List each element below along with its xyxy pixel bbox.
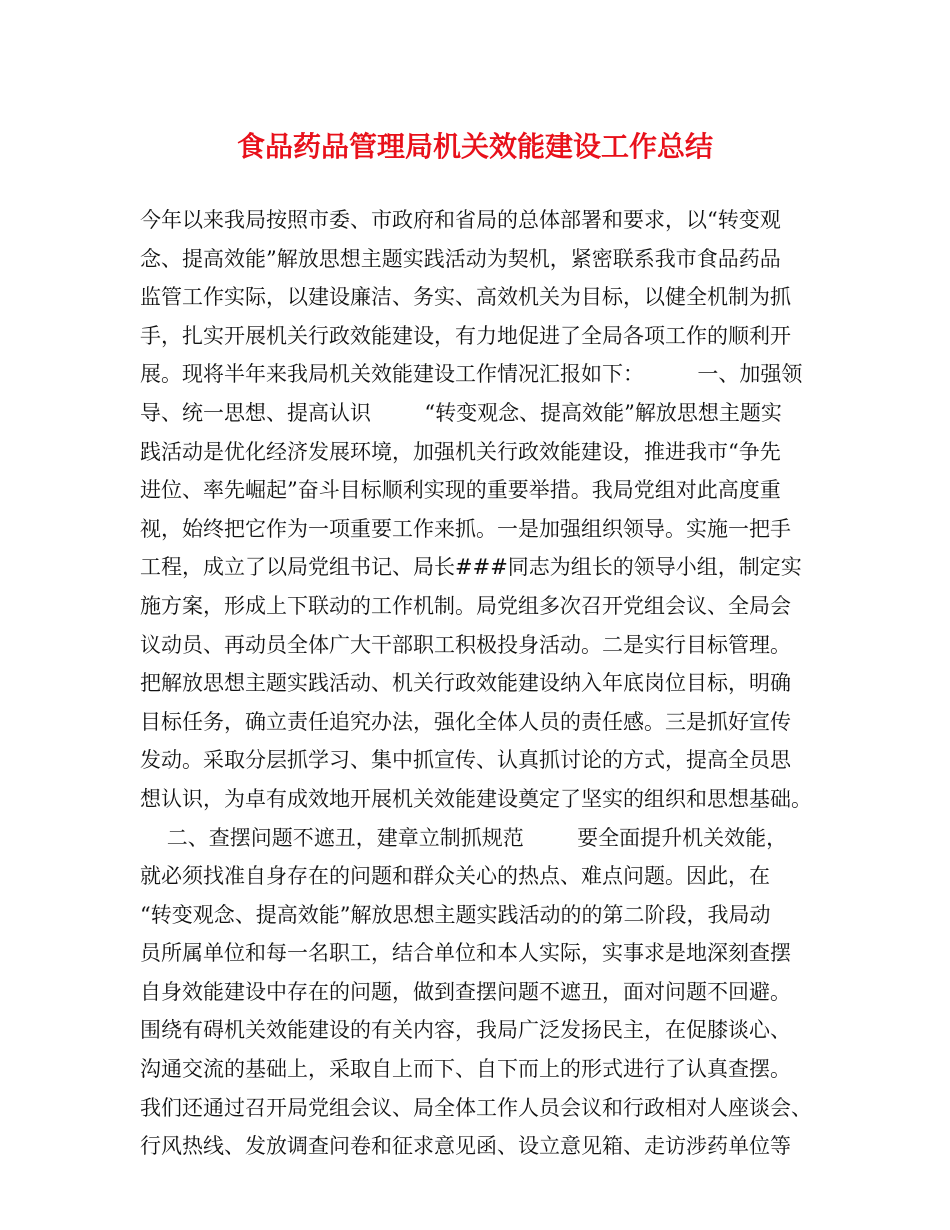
body-line: 进位、率先崛起”奋斗目标顺利实现的重要举措。我局党组对此高度重 bbox=[140, 478, 781, 503]
body-line: 工程，成立了以局党组书记、局长###同志为组长的领导小组，制定实 bbox=[140, 555, 802, 580]
body-line: 视，始终把它作为一项重要工作来抓。一是加强组织领导。实施一把手 bbox=[140, 516, 791, 541]
body-line: 导、统一思想、提高认识 “转变观念、提高效能”解放思想主题实 bbox=[140, 400, 782, 425]
body-line: 展。现将半年来我局机关效能建设工作情况汇报如下： 一、加强领 bbox=[140, 362, 803, 387]
body-line: 践活动是优化经济发展环境，加强机关行政效能建设，推进我市“争先 bbox=[140, 439, 781, 464]
body-line: 围绕有碍机关效能建设的有关内容，我局广泛发扬民主，在促膝谈心、 bbox=[140, 1018, 791, 1043]
body-line: 议动员、再动员全体广大干部职工积极投身活动。二是实行目标管理。 bbox=[140, 632, 791, 657]
body-line: 手，扎实开展机关行政效能建设，有力地促进了全局各项工作的顺利开 bbox=[140, 323, 791, 348]
body-line: 就必须找准自身存在的问题和群众关心的热点、难点问题。因此，在 bbox=[140, 864, 770, 889]
document-title: 食品药品管理局机关效能建设工作总结 bbox=[236, 130, 713, 163]
body-line: 目标任务，确立责任追究办法，强化全体人员的责任感。三是抓好宣传 bbox=[140, 709, 791, 734]
body-line: 我们还通过召开局党组会议、局全体工作人员会议和行政相对人座谈会、 bbox=[140, 1095, 812, 1120]
body-line: 行风热线、发放调查问卷和征求意见函、设立意见箱、走访涉药单位等 bbox=[140, 1134, 791, 1159]
body-line: 沟通交流的基础上，采取自上而下、自下而上的形式进行了认真查摆。 bbox=[140, 1057, 791, 1082]
body-line: 发动。采取分层抓学习、集中抓宣传、认真抓讨论的方式，提高全员思 bbox=[140, 748, 791, 773]
body-line: 自身效能建设中存在的问题，做到查摆问题不遮丑，面对问题不回避。 bbox=[140, 979, 791, 1004]
body-line: 把解放思想主题实践活动、机关行政效能建设纳入年底岗位目标，明确 bbox=[140, 671, 791, 696]
body-line: 监管工作实际，以建设廉洁、务实、高效机关为目标，以健全机制为抓 bbox=[140, 285, 791, 310]
body-line: 念、提高效能”解放思想主题实践活动为契机，紧密联系我市食品药品 bbox=[140, 246, 781, 271]
body-line: 今年以来我局按照市委、市政府和省局的总体部署和要求，以“转变观 bbox=[140, 208, 781, 232]
body-line: 想认识，为卓有成效地开展机关效能建设奠定了坚实的组织和思想基础。 bbox=[140, 786, 812, 811]
body-line: “转变观念、提高效能”解放思想主题实践活动的的第二阶段，我局动 bbox=[140, 902, 771, 927]
body-line: 员所属单位和每一名职工，结合单位和本人实际，实事求是地深刻查摆 bbox=[140, 941, 791, 966]
body-line: 二、查摆问题不遮丑，建章立制抓规范 要全面提升机关效能， bbox=[140, 825, 788, 850]
body-line: 施方案，形成上下联动的工作机制。局党组多次召开党组会议、全局会 bbox=[140, 593, 791, 618]
document-body bbox=[140, 201, 824, 1166]
